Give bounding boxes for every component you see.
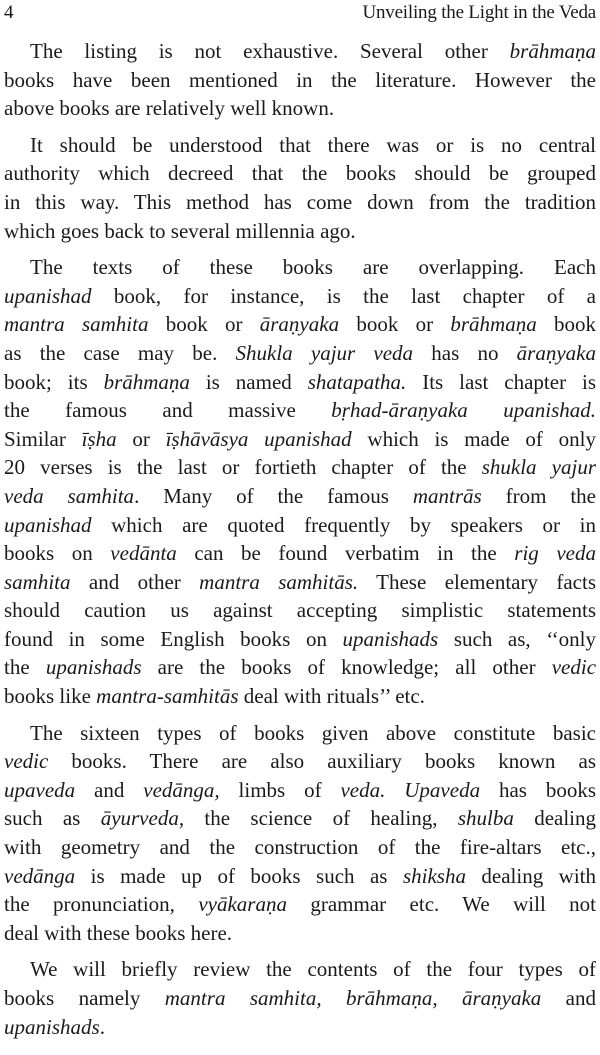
text-run: is named <box>189 369 308 394</box>
text-line <box>4 776 596 805</box>
text-run: the science of healing, <box>184 806 458 831</box>
italic-term: shukla yajur <box>481 455 597 480</box>
italic-term: brāhmaṇa <box>450 312 537 337</box>
text-run: 20 verses is the last or fortieth chapter of the <box>4 455 482 480</box>
text-line <box>4 425 596 454</box>
text-line <box>4 539 596 568</box>
text-run: and <box>541 986 596 1010</box>
italic-term: āraṇyaka <box>516 340 596 365</box>
italic-term: mantra-samhitās <box>96 684 239 709</box>
text-run: above books are relatively well known. <box>4 96 335 121</box>
text-run: books namely <box>4 986 165 1010</box>
italic-term: vedic <box>551 655 597 680</box>
text-run: the famous and massive <box>4 398 332 423</box>
text-line <box>4 890 596 919</box>
paragraph <box>4 955 596 1041</box>
italic-term: Upaveda <box>404 777 481 802</box>
italic-term: vedānta <box>110 541 177 566</box>
italic-term: vyākaraṇa <box>198 892 287 917</box>
page-body <box>4 37 596 1049</box>
text-line <box>4 253 596 282</box>
text-run: The sixteen types of books given above constitute basic <box>30 720 596 745</box>
italic-term: īṣha <box>81 426 117 451</box>
text-run: dealing with <box>465 863 596 888</box>
text-line <box>4 984 596 1013</box>
text-run: which goes back to several millennia ago. <box>4 218 356 243</box>
italic-term: bṛhad-āraṇyaka upanishad. <box>331 398 596 423</box>
text-run: book or <box>339 312 451 337</box>
italic-term: upanishad <box>4 512 92 537</box>
text-run: deal with these books here. <box>4 920 233 945</box>
italic-term: brāhmaṇa <box>509 39 596 63</box>
text-run: It should be understood that there was or is no central <box>30 132 596 157</box>
text-line <box>4 747 596 776</box>
italic-term: mantrās <box>412 483 482 508</box>
italic-term: upanishads <box>4 1014 100 1039</box>
text-line <box>4 66 596 95</box>
text-run: book <box>536 312 596 337</box>
text-line <box>4 188 596 217</box>
text-run: such as <box>4 806 101 831</box>
text-line <box>4 719 596 748</box>
text-line <box>4 862 596 891</box>
italic-term: samhita <box>4 569 71 594</box>
text-line <box>4 1013 596 1042</box>
italic-term: upaveda <box>4 777 76 802</box>
italic-term: upanishad <box>4 283 92 308</box>
text-line <box>4 453 596 482</box>
text-line <box>4 596 596 625</box>
text-run: with geometry and the construction of the fire-altars etc., <box>4 835 596 860</box>
text-run: books on <box>4 541 111 566</box>
text-line <box>4 310 596 339</box>
text-line <box>4 482 596 511</box>
italic-term: upanishads <box>342 626 439 651</box>
italic-term: rig veda <box>514 541 596 566</box>
italic-term: brāhmaṇa <box>103 369 190 394</box>
running-header <box>0 0 600 26</box>
text-run: can be found verbatim in the <box>176 541 515 566</box>
text-run: which is made of only <box>351 426 596 451</box>
text-run: books like <box>4 684 97 709</box>
italic-term: mantra samhitās. <box>199 569 359 594</box>
paragraph <box>4 253 596 711</box>
text-run: such as, ‘‘only <box>438 626 597 651</box>
text-run: has books <box>480 777 597 802</box>
text-line <box>4 94 596 123</box>
text-line <box>4 625 596 654</box>
italic-term: īṣhāvāsya upanishad <box>165 426 352 451</box>
text-run: books have been mentioned in the literature. However the <box>4 67 596 92</box>
text-line <box>4 217 596 246</box>
italic-term: vedānga <box>4 863 76 888</box>
text-run: . <box>99 1014 105 1039</box>
text-run: and <box>75 777 144 802</box>
text-run: are the books of knowledge; all other <box>141 655 552 680</box>
italic-term: vedānga, <box>143 777 220 802</box>
text-run: authority which decreed that the books should be grouped <box>4 161 596 186</box>
text-line <box>4 368 596 397</box>
text-run: the pronunciation, <box>4 892 199 917</box>
paragraph <box>4 719 596 948</box>
text-run: book or <box>148 312 260 337</box>
text-line <box>4 511 596 540</box>
text-run: is made up of books such as <box>75 863 403 888</box>
text-line <box>4 339 596 368</box>
text-run: grammar etc. We will not <box>286 892 597 917</box>
text-run: dealing <box>513 806 597 831</box>
text-run: has no <box>413 340 517 365</box>
text-run: limbs of <box>219 777 341 802</box>
page-number: 4 <box>4 2 14 23</box>
text-line <box>4 682 596 711</box>
italic-term: āyurveda, <box>100 806 185 831</box>
text-run: should caution us against accepting simplistic statements <box>4 598 596 623</box>
text-line <box>4 568 596 597</box>
text-run: We will briefly review the contents of the four types of <box>30 957 596 982</box>
paragraph <box>4 37 596 123</box>
text-run: and other <box>70 569 200 594</box>
paragraph <box>4 131 596 245</box>
text-run: from the <box>481 483 596 508</box>
text-run: found in some English books on <box>4 626 343 651</box>
italic-term: Shukla yajur veda <box>235 340 414 365</box>
italic-term: mantra samhita, brāhmaṇa, āraṇyaka <box>164 986 542 1010</box>
text-line <box>4 919 596 948</box>
text-run: the <box>4 655 46 680</box>
text-run: The listing is not exhaustive. Several other <box>30 39 510 63</box>
running-title: Unveiling the Light in the Veda <box>362 2 596 23</box>
italic-term: vedic <box>4 749 49 774</box>
text-line <box>4 804 596 833</box>
text-run: in this way. This method has come down from the tradition <box>4 189 596 214</box>
text-run: which are quoted frequently by speakers or in <box>91 512 596 537</box>
text-run: books. There are also auxiliary books known as <box>48 749 596 774</box>
italic-term: mantra samhita <box>4 312 149 337</box>
text-line <box>4 131 596 160</box>
text-line <box>4 282 596 311</box>
text-run: or <box>116 426 166 451</box>
text-run <box>385 778 404 802</box>
text-run: book; its <box>4 369 104 394</box>
text-run: Similar <box>4 426 82 451</box>
text-run: The texts of these books are overlapping. Each <box>30 255 596 280</box>
text-line <box>4 159 596 188</box>
text-run: deal with rituals’’ etc. <box>238 684 425 709</box>
text-run: These elementary facts <box>358 569 596 594</box>
text-run: . Many of the famous <box>134 483 413 508</box>
text-run: as the case may be. <box>4 340 236 365</box>
italic-term: veda. <box>340 777 386 802</box>
text-line <box>4 955 596 984</box>
text-line <box>4 396 596 425</box>
italic-term: veda samhita <box>4 483 135 508</box>
italic-term: āraṇyaka <box>259 312 340 337</box>
italic-term: shiksha <box>402 863 466 888</box>
italic-term: shatapatha. <box>307 369 407 394</box>
italic-term: shulba <box>457 806 514 831</box>
text-run: book, for instance, is the last chapter of a <box>91 283 596 308</box>
text-line <box>4 833 596 862</box>
text-line <box>4 653 596 682</box>
italic-term: upanishads <box>45 655 142 680</box>
text-run: Its last chapter is <box>406 369 596 394</box>
text-line <box>4 37 596 66</box>
